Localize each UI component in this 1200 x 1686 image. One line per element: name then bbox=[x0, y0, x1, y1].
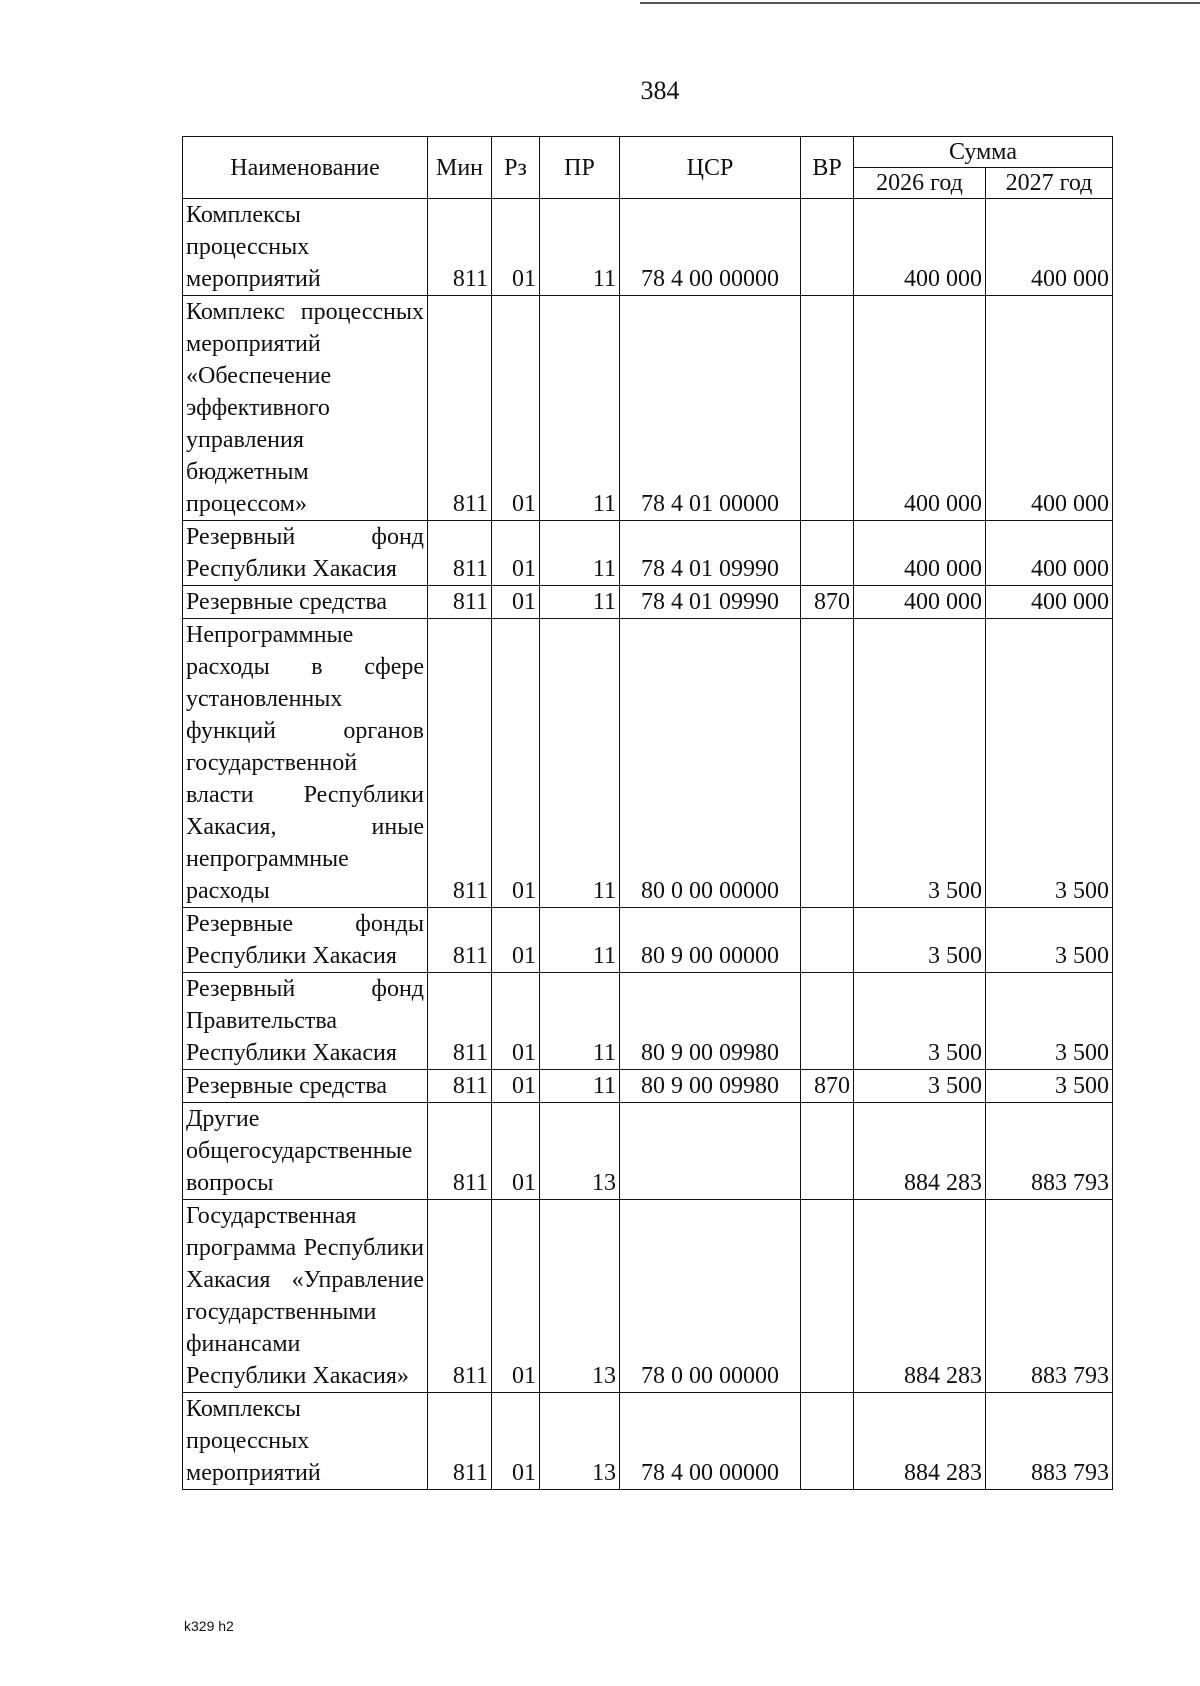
table-row bbox=[183, 1200, 1113, 1393]
cell-rz: 01 bbox=[492, 908, 540, 973]
cell-name: Резервный фонд Правительства Республики Хакасия bbox=[183, 973, 428, 1070]
col-header-min: Мин bbox=[428, 137, 492, 199]
cell-2026: 884 283 bbox=[854, 1200, 986, 1393]
cell-rz: 01 bbox=[492, 1200, 540, 1393]
table-row bbox=[183, 1070, 1113, 1103]
cell-vr bbox=[801, 619, 854, 908]
cell-csr: 80 0 00 00000 bbox=[620, 619, 801, 908]
cell-rz: 01 bbox=[492, 586, 540, 619]
cell-min: 811 bbox=[428, 1103, 492, 1200]
cell-csr: 78 4 01 09990 bbox=[620, 521, 801, 586]
col-header-vr: ВР bbox=[801, 137, 854, 199]
cell-name: Государственная программа Республики Хакасия «Управление государственными финансами Республики Хакасия» bbox=[183, 1200, 428, 1393]
table-header-row bbox=[183, 137, 1113, 168]
table-row bbox=[183, 1103, 1113, 1200]
cell-2026: 3 500 bbox=[854, 619, 986, 908]
cell-vr bbox=[801, 296, 854, 521]
cell-name: Комплекс процессных мероприятий «Обеспечение эффективного управления бюджетным процессом» bbox=[183, 296, 428, 521]
cell-vr bbox=[801, 521, 854, 586]
cell-2026: 884 283 bbox=[854, 1103, 986, 1200]
cell-vr bbox=[801, 973, 854, 1070]
table-row bbox=[183, 973, 1113, 1070]
cell-2027: 400 000 bbox=[986, 199, 1113, 296]
cell-2027: 400 000 bbox=[986, 586, 1113, 619]
cell-pr: 13 bbox=[540, 1393, 620, 1490]
cell-2027: 883 793 bbox=[986, 1393, 1113, 1490]
cell-2026: 3 500 bbox=[854, 973, 986, 1070]
cell-2026: 3 500 bbox=[854, 1070, 986, 1103]
cell-name: Резервный фонд Республики Хакасия bbox=[183, 521, 428, 586]
cell-rz: 01 bbox=[492, 296, 540, 521]
cell-csr: 78 4 01 09990 bbox=[620, 586, 801, 619]
cell-vr bbox=[801, 1393, 854, 1490]
cell-name: Резервные средства bbox=[183, 1070, 428, 1103]
table-row bbox=[183, 586, 1113, 619]
cell-csr: 80 9 00 09980 bbox=[620, 1070, 801, 1103]
cell-csr: 80 9 00 09980 bbox=[620, 973, 801, 1070]
cell-pr: 11 bbox=[540, 521, 620, 586]
col-header-rz: Рз bbox=[492, 137, 540, 199]
cell-csr: 80 9 00 00000 bbox=[620, 908, 801, 973]
table-row bbox=[183, 296, 1113, 521]
cell-name: Комплексы процессных мероприятий bbox=[183, 1393, 428, 1490]
cell-2027: 883 793 bbox=[986, 1103, 1113, 1200]
cell-2027: 3 500 bbox=[986, 973, 1113, 1070]
cell-rz: 01 bbox=[492, 1103, 540, 1200]
cell-2027: 400 000 bbox=[986, 521, 1113, 586]
cell-min: 811 bbox=[428, 521, 492, 586]
col-header-2026: 2026 год bbox=[854, 168, 986, 199]
cell-vr bbox=[801, 908, 854, 973]
cell-min: 811 bbox=[428, 199, 492, 296]
cell-pr: 13 bbox=[540, 1103, 620, 1200]
cell-min: 811 bbox=[428, 908, 492, 973]
cell-pr: 11 bbox=[540, 296, 620, 521]
cell-min: 811 bbox=[428, 973, 492, 1070]
col-header-sum: Сумма bbox=[854, 137, 1113, 168]
cell-pr: 11 bbox=[540, 199, 620, 296]
cell-pr: 11 bbox=[540, 619, 620, 908]
cell-rz: 01 bbox=[492, 1070, 540, 1103]
cell-pr: 11 bbox=[540, 1070, 620, 1103]
cell-min: 811 bbox=[428, 619, 492, 908]
cell-pr: 11 bbox=[540, 586, 620, 619]
cell-min: 811 bbox=[428, 586, 492, 619]
cell-pr: 11 bbox=[540, 908, 620, 973]
cell-2026: 400 000 bbox=[854, 296, 986, 521]
budget-table bbox=[182, 136, 1113, 1490]
cell-2026: 400 000 bbox=[854, 521, 986, 586]
col-header-2027: 2027 год bbox=[986, 168, 1113, 199]
cell-min: 811 bbox=[428, 1200, 492, 1393]
col-header-csr: ЦСР bbox=[620, 137, 801, 199]
cell-min: 811 bbox=[428, 296, 492, 521]
cell-rz: 01 bbox=[492, 1393, 540, 1490]
table-row bbox=[183, 199, 1113, 296]
cell-rz: 01 bbox=[492, 973, 540, 1070]
table-row bbox=[183, 619, 1113, 908]
cell-2026: 400 000 bbox=[854, 586, 986, 619]
cell-name: Резервные средства bbox=[183, 586, 428, 619]
top-border-line bbox=[640, 2, 1200, 4]
cell-min: 811 bbox=[428, 1070, 492, 1103]
cell-rz: 01 bbox=[492, 521, 540, 586]
cell-vr bbox=[801, 1103, 854, 1200]
table-body bbox=[183, 199, 1113, 1490]
cell-csr: 78 0 00 00000 bbox=[620, 1200, 801, 1393]
cell-pr: 13 bbox=[540, 1200, 620, 1393]
cell-csr: 78 4 00 00000 bbox=[620, 199, 801, 296]
page-number: 384 bbox=[640, 76, 680, 105]
cell-2026: 884 283 bbox=[854, 1393, 986, 1490]
cell-name: Непрограммные расходы в сфере установленных функций органов государственной власти Республики Хакасия, иные непрограммные расходы bbox=[183, 619, 428, 908]
cell-2027: 400 000 bbox=[986, 296, 1113, 521]
cell-name: Резервные фонды Республики Хакасия bbox=[183, 908, 428, 973]
cell-rz: 01 bbox=[492, 619, 540, 908]
cell-name: Комплексы процессных мероприятий bbox=[183, 199, 428, 296]
cell-2027: 3 500 bbox=[986, 908, 1113, 973]
cell-name: Другие общегосударственные вопросы bbox=[183, 1103, 428, 1200]
cell-vr bbox=[801, 199, 854, 296]
col-header-pr: ПР bbox=[540, 137, 620, 199]
table-row bbox=[183, 521, 1113, 586]
cell-rz: 01 bbox=[492, 199, 540, 296]
col-header-name: Наименование bbox=[183, 137, 428, 199]
table-row bbox=[183, 1393, 1113, 1490]
cell-2026: 400 000 bbox=[854, 199, 986, 296]
cell-pr: 11 bbox=[540, 973, 620, 1070]
cell-min: 811 bbox=[428, 1393, 492, 1490]
cell-csr bbox=[620, 1103, 801, 1200]
table-row bbox=[183, 908, 1113, 973]
cell-vr: 870 bbox=[801, 586, 854, 619]
cell-2027: 883 793 bbox=[986, 1200, 1113, 1393]
cell-csr: 78 4 01 00000 bbox=[620, 296, 801, 521]
cell-2027: 3 500 bbox=[986, 619, 1113, 908]
cell-csr: 78 4 00 00000 bbox=[620, 1393, 801, 1490]
cell-2026: 3 500 bbox=[854, 908, 986, 973]
footer-code: k329 h2 bbox=[184, 1618, 234, 1634]
cell-vr bbox=[801, 1200, 854, 1393]
cell-vr: 870 bbox=[801, 1070, 854, 1103]
cell-2027: 3 500 bbox=[986, 1070, 1113, 1103]
